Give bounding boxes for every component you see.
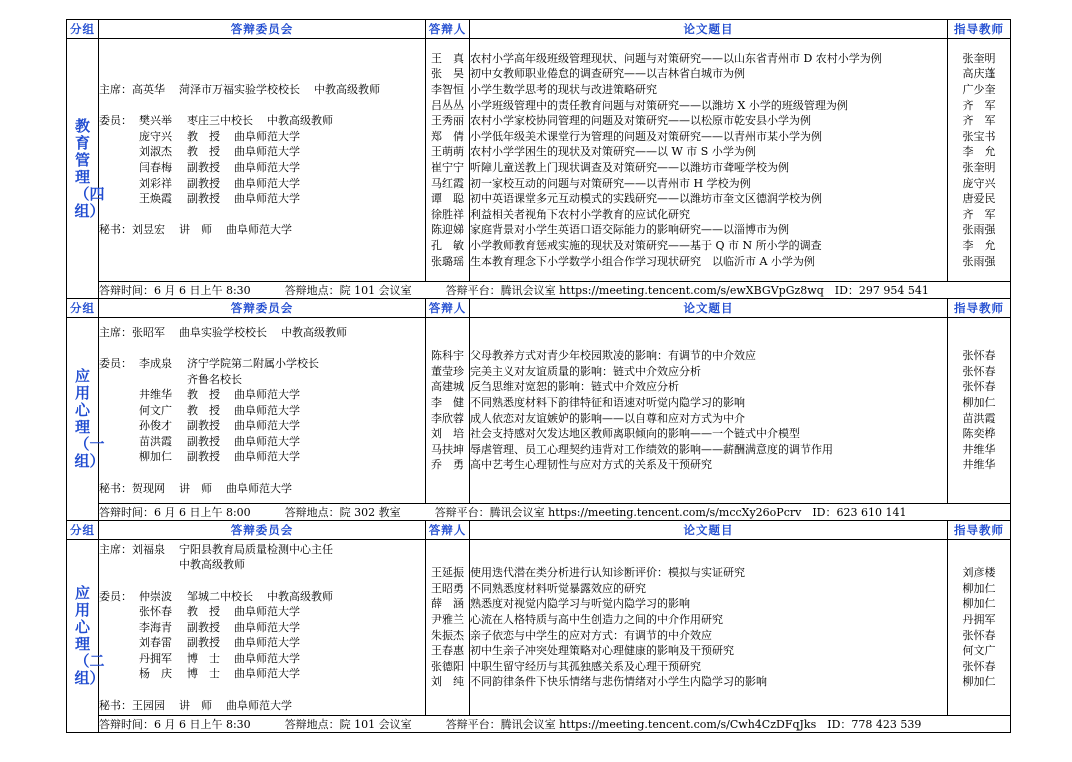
thesis-title: 不同韵律条件下快乐情绪与悲伤情绪对小学生内隐学习的影响: [470, 675, 767, 689]
member-title: 教 授: [187, 388, 220, 402]
member-label: [99, 372, 139, 388]
member-org: 曲阜师范大学: [234, 434, 300, 448]
committee-member: [99, 620, 425, 636]
member-title: 教 授: [187, 605, 220, 619]
member-name: 刘春雷: [139, 636, 172, 650]
advisor-name: 丹拥军: [962, 612, 996, 626]
committee-member: [99, 356, 425, 372]
member-label: [99, 434, 139, 450]
committee-secretary-role: 秘书：贺现网: [99, 481, 165, 495]
header-group: 分组: [67, 521, 99, 540]
member-org: 曲阜师范大学: [234, 450, 300, 464]
committee-secretary-org: 曲阜师范大学: [226, 698, 292, 712]
defense-place: 答辩地点：院 101 会议室: [284, 284, 412, 297]
header-defender: 答辩人: [426, 299, 470, 318]
committee-member: [99, 449, 425, 465]
group-info-row: [67, 282, 1011, 299]
advisor-name: 张奎明: [962, 51, 996, 65]
member-name: 苗洪霞: [139, 434, 172, 448]
defender-name: 陈迎娣: [431, 223, 464, 237]
defender-name: 王延振: [431, 566, 464, 580]
thesis-title: 亲子依恋与中学生的应对方式：有调节的中介效应: [470, 628, 712, 642]
advisor-name: 井维华: [962, 442, 996, 456]
member-name: 王焕霞: [139, 192, 172, 206]
defender-name: 张 昊: [431, 67, 464, 81]
advisor-name: 高庆蓬: [962, 67, 996, 81]
defender-name: 刘 培: [431, 427, 464, 441]
committee-chair-title: 宁阳县教育局质量检测中心主任: [179, 542, 333, 556]
thesis-title: 成人依恋对友谊嫉妒的影响——以自尊和应对方式为中介: [470, 411, 745, 425]
member-label: [99, 387, 139, 403]
thesis-title: 初中生亲子冲突处理策略对心理健康的影响及干预研究: [470, 644, 734, 658]
thesis-title: 小学班级管理中的责任教育问题与对策研究——以潍坊 X 小学的班级管理为例: [470, 98, 848, 112]
advisor-name: 齐 军: [962, 114, 996, 128]
theses-cell: [470, 318, 948, 504]
defender-name: 王秀丽: [431, 114, 464, 128]
thesis-title: 农村小学高年级班级管理现状、问题与对策研究——以山东省青州市 D 农村小学为例: [470, 51, 882, 65]
thesis-title: 小学低年级美术课堂行为管理的问题及对策研究——以青州市某小学为例: [470, 129, 822, 143]
advisor-name: 张怀春: [962, 380, 996, 394]
schedule-body: [67, 20, 1011, 733]
thesis-title: 家庭背景对小学生英语口语交际能力的影响研究——以淄博市为例: [470, 223, 789, 237]
group-cell: [67, 39, 105, 299]
member-org: 曲阜师范大学: [234, 192, 300, 206]
header-group: 分组: [67, 299, 99, 318]
committee-member: [99, 113, 425, 129]
member-title: 济宁学院第二附属小学校长: [187, 356, 319, 370]
thesis-title: 父母教养方式对青少年校园欺凌的影响：有调节的中介效应: [470, 349, 756, 363]
spacer: [99, 207, 425, 223]
advisor-name: 庞守兴: [962, 176, 996, 190]
committee-secretary: [99, 698, 425, 714]
theses-cell: [470, 540, 948, 716]
thesis-title: 使用迭代潜在类分析进行认知诊断评价：模拟与实证研究: [470, 566, 745, 580]
thesis-title: 完美主义对友谊质量的影响：链式中介效应分析: [470, 364, 701, 378]
group-info-row: [67, 504, 1011, 521]
member-label: [99, 403, 139, 419]
committee-chair-role: 主席：刘福泉: [99, 542, 165, 556]
committee-secretary: [99, 481, 425, 497]
defender-name: 马红霞: [431, 176, 464, 190]
member-org: 曲阜师范大学: [234, 667, 300, 681]
defender-name: 刘 纯: [431, 675, 464, 689]
defense-time: 答辩时间：6 月 6 日上午 8:30: [99, 718, 251, 731]
member-label: [99, 144, 139, 160]
member-org: 曲阜师范大学: [234, 161, 300, 174]
member-title: 副教授: [187, 636, 220, 650]
member-name: 何文广: [139, 403, 172, 417]
member-name: 刘彩祥: [139, 176, 172, 190]
committee-chair: [99, 82, 425, 98]
advisor-name: 苗洪霞: [962, 411, 996, 425]
advisor-name: 柳加仁: [962, 395, 996, 409]
committee-member: [99, 589, 425, 605]
thesis-title: 农村小学家校协同管理的问题及对策研究——以松原市乾安县小学为例: [470, 114, 811, 128]
defender-name: 郑 倩: [431, 129, 464, 143]
defense-time: 答辩时间：6 月 6 日上午 8:30: [99, 284, 251, 297]
committee-secretary-title: 讲 师: [179, 223, 212, 237]
defender-name: 李智恒: [431, 83, 464, 97]
spacer: [99, 465, 425, 481]
defense-schedule-table: [66, 19, 1011, 733]
defense-info: [99, 504, 1011, 521]
advisors-cell: [948, 540, 1011, 716]
committee-secretary-title: 讲 师: [179, 481, 212, 495]
member-name: 张怀春: [139, 605, 172, 619]
header-thesis: 论文题目: [470, 299, 948, 318]
group-header-row: [67, 20, 1011, 39]
committee-chair: [99, 325, 425, 341]
header-group: 分组: [67, 20, 99, 39]
defender-name: 马扶坤: [431, 442, 464, 456]
member-label: [99, 651, 139, 667]
committee-member: [99, 191, 425, 207]
advisor-name: 李 允: [962, 145, 996, 159]
thesis-title: 心流在人格特质与高中生创造力之间的中介作用研究: [470, 612, 723, 626]
thesis-title: 农村小学学困生的现状及对策研究——以 W 市 S 小学为例: [470, 145, 756, 159]
defender-name: 乔 勇: [431, 458, 464, 472]
committee-member: [99, 651, 425, 667]
committee-chair-org: 中教高级教师: [314, 83, 380, 97]
defender-name: 王昭勇: [431, 581, 464, 595]
member-title: 枣庄三中校长: [187, 114, 253, 128]
thesis-title: 社会支持感对欠发达地区教师离职倾向的影响——一个链式中介模型: [470, 427, 800, 441]
committee-member: [99, 387, 425, 403]
member-title: 副教授: [187, 620, 220, 634]
member-name: 丹拥军: [139, 651, 172, 665]
advisor-name: 李 允: [962, 238, 996, 252]
advisor-name: 何文广: [962, 644, 996, 658]
committee-chair-cont: [99, 557, 425, 573]
member-label: [99, 418, 139, 434]
defender-name: 张璐瑶: [431, 254, 464, 268]
defender-name: 吕丛丛: [431, 98, 464, 112]
committee-secretary: [99, 222, 425, 238]
header-thesis: 论文题目: [470, 20, 948, 39]
defender-name: 王春惠: [431, 644, 464, 658]
committee-member: [99, 129, 425, 145]
advisor-name: 张怀春: [962, 659, 996, 673]
member-org: 曲阜师范大学: [234, 388, 300, 402]
committee-secretary-org: 曲阜师范大学: [226, 481, 292, 495]
defender-name: 张德阳: [431, 659, 464, 673]
spacer: [99, 573, 425, 589]
header-advisor: 指导教师: [948, 299, 1011, 318]
member-title: 副教授: [187, 434, 220, 448]
group-body-row: [67, 318, 1011, 504]
advisor-name: 柳加仁: [962, 675, 996, 689]
advisor-name: 陈奕桦: [962, 427, 996, 441]
committee-member: [99, 176, 425, 192]
member-title: 邹城二中校长: [187, 589, 253, 603]
defense-platform[interactable]: 答辩平台：腾讯会议室 https://meeting.tencent.com/s/mccXy26oPcrv ID：623 610 141: [434, 506, 907, 519]
thesis-title: 不同熟悉度材料听觉暴露效应的研究: [470, 581, 646, 595]
committee-member: [99, 666, 425, 682]
header-committee: 答辩委员会: [99, 299, 426, 318]
committee-secretary-role: 秘书：王园园: [99, 698, 165, 712]
committee-secretary-role: 秘书：刘昱宏: [99, 223, 165, 237]
group-name: 应用心理（一组）: [74, 367, 105, 470]
member-label: 委员：: [99, 114, 132, 128]
defense-schedule-page: [66, 19, 1010, 733]
group-body-row: [67, 39, 1011, 282]
group-cell: [67, 540, 105, 733]
member-org: 曲阜师范大学: [234, 605, 300, 619]
member-title: 教 授: [187, 129, 220, 143]
member-title: 博 士: [187, 651, 220, 665]
committee-member: [99, 418, 425, 434]
member-org: 曲阜师范大学: [234, 176, 300, 190]
member-name: 闫春梅: [139, 161, 172, 174]
member-org: 中教高级教师: [267, 114, 333, 128]
member-title: 齐鲁名校长: [187, 372, 242, 386]
advisor-name: 张雨强: [962, 254, 996, 268]
defense-info: [99, 716, 1011, 733]
advisor-name: 张怀春: [962, 364, 996, 378]
defender-name: 徐胜祥: [431, 207, 464, 221]
defender-name: 王 真: [431, 51, 464, 65]
defender-name: 高建城: [431, 380, 464, 394]
member-title: 副教授: [187, 161, 220, 174]
committee-member: [99, 160, 425, 176]
committee-chair-title: 菏泽市万福实验学校校长: [179, 83, 300, 97]
committee-cell: [99, 318, 426, 504]
defense-platform[interactable]: 答辩平台：腾讯会议室 https://meeting.tencent.com/s/ewXBGVpGz8wq ID：297 954 541: [445, 284, 929, 297]
advisors-cell: [948, 39, 1011, 282]
member-title: 副教授: [187, 419, 220, 433]
advisor-name: 柳加仁: [962, 581, 996, 595]
theses-cell: [470, 39, 948, 282]
member-org: 曲阜师范大学: [234, 145, 300, 159]
group-name: 应用心理（二组）: [74, 584, 105, 687]
committee-chair-cont-title: 中教高级教师: [179, 558, 245, 572]
advisor-name: 张雨强: [962, 223, 996, 237]
member-title: 副教授: [187, 192, 220, 206]
committee-secretary-title: 讲 师: [179, 698, 212, 712]
thesis-title: 初一家校互动的问题与对策研究——以青州市 H 学校为例: [470, 176, 751, 190]
defense-place: 答辩地点：院 302 教室: [284, 506, 401, 519]
member-name: 庞守兴: [139, 129, 172, 143]
group-body-row: [67, 540, 1011, 716]
header-defender: 答辩人: [426, 20, 470, 39]
committee-member: [99, 635, 425, 651]
defender-name: 王萌萌: [431, 145, 464, 159]
thesis-title: 初中英语课堂多元互动模式的实践研究——以潍坊市奎文区德润学校为例: [470, 192, 822, 206]
committee-member: [99, 403, 425, 419]
advisor-name: 柳加仁: [962, 597, 996, 611]
thesis-title: 利益相关者视角下农村小学教育的应试化研究: [470, 207, 690, 221]
member-name: 柳加仁: [139, 450, 172, 464]
member-title: 副教授: [187, 450, 220, 464]
group-name: 教育管理（四组）: [74, 116, 105, 220]
defender-name: 孔 敏: [431, 238, 464, 252]
advisor-name: 刘彦楼: [962, 566, 996, 580]
defenders-cell: [426, 318, 470, 504]
group-cell: [67, 318, 105, 521]
member-title: 教 授: [187, 145, 220, 159]
member-label: [99, 449, 139, 465]
member-name: 樊兴举: [139, 114, 172, 128]
member-name: 井维华: [139, 388, 172, 402]
committee-chair-title: 曲阜实验学校校长: [179, 325, 267, 339]
defenders-cell: [426, 540, 470, 716]
committee-chair-role: 主席：张昭军: [99, 325, 165, 339]
defense-platform[interactable]: 答辩平台：腾讯会议室 https://meeting.tencent.com/s/Cwh4CzDFqJks ID：778 423 539: [445, 718, 922, 731]
committee-member: [99, 434, 425, 450]
defender-name: 朱振杰: [431, 628, 464, 642]
committee-cell: [99, 540, 426, 716]
advisor-name: 唐爱民: [962, 192, 996, 206]
header-thesis: 论文题目: [470, 521, 948, 540]
defender-name: 陈科宇: [431, 349, 464, 363]
member-label: [99, 620, 139, 636]
thesis-title: 生本教育理念下小学数学小组合作学习现状研究 以临沂市 A 小学为例: [470, 254, 815, 268]
member-org: 中教高级教师: [267, 589, 333, 603]
member-name: [139, 372, 187, 388]
committee-chair: [99, 542, 425, 558]
advisor-name: 张奎明: [962, 161, 996, 174]
committee-secretary-org: 曲阜师范大学: [226, 223, 292, 237]
member-label: [99, 129, 139, 145]
committee-member: [99, 604, 425, 620]
header-committee: 答辩委员会: [99, 20, 426, 39]
member-name: 刘淑杰: [139, 145, 172, 159]
member-label: [99, 666, 139, 682]
thesis-title: 高中艺考生心理韧性与应对方式的关系及干预研究: [470, 458, 712, 472]
thesis-title: 小学教师教育惩戒实施的现状及对策研究——基于 Q 市 N 所小学的调查: [470, 238, 822, 252]
member-org: 曲阜师范大学: [234, 419, 300, 433]
member-label: 委员：: [99, 356, 132, 370]
advisor-name: 齐 军: [962, 207, 996, 221]
member-label: [99, 635, 139, 651]
defender-name: 崔宁宁: [431, 161, 464, 174]
thesis-title: 听障儿童送教上门现状调查及对策研究——以潍坊市聋哑学校为例: [470, 161, 789, 174]
defender-name: 董莹珍: [431, 364, 464, 378]
member-label: [99, 176, 139, 192]
defense-info: [99, 282, 1011, 299]
member-org: 曲阜师范大学: [234, 651, 300, 665]
thesis-title: 熟悉度对视觉内隐学习与听觉内隐学习的影响: [470, 597, 690, 611]
committee-member: [99, 372, 425, 388]
member-org: 曲阜师范大学: [234, 129, 300, 143]
thesis-title: 反刍思维对宽恕的影响：链式中介效应分析: [470, 380, 679, 394]
defenders-cell: [426, 39, 470, 282]
member-label: [99, 191, 139, 207]
header-advisor: 指导教师: [948, 20, 1011, 39]
committee-member: [99, 144, 425, 160]
group-info-row: [67, 716, 1011, 733]
member-name: 仲崇波: [139, 589, 172, 603]
member-org: 曲阜师范大学: [234, 636, 300, 650]
thesis-title: 初中女教师职业倦怠的调查研究——以吉林省白城市为例: [470, 67, 745, 81]
advisor-name: 井维华: [962, 458, 996, 472]
member-org: 曲阜师范大学: [234, 620, 300, 634]
defender-name: 谭 聪: [431, 192, 464, 206]
advisor-name: 齐 军: [962, 98, 996, 112]
header-advisor: 指导教师: [948, 521, 1011, 540]
member-label: [99, 604, 139, 620]
member-label: [99, 160, 139, 176]
header-committee: 答辩委员会: [99, 521, 426, 540]
thesis-title: 辱虐管理、员工心理契约违背对工作绩效的影响——薪酬满意度的调节作用: [470, 442, 833, 456]
spacer: [99, 98, 425, 114]
advisor-name: 张怀春: [962, 628, 996, 642]
thesis-title: 中职生留守经历与其孤独感关系及心理干预研究: [470, 659, 701, 673]
spacer: [99, 682, 425, 698]
member-name: 李成泉: [139, 356, 172, 370]
group-header-row: [67, 521, 1011, 540]
member-label: 委员：: [99, 589, 132, 603]
advisor-name: 张宝书: [962, 129, 996, 143]
committee-cell: [99, 39, 426, 282]
member-name: 孙俊才: [139, 419, 172, 433]
defender-name: 尹雅兰: [431, 612, 464, 626]
advisors-cell: [948, 318, 1011, 504]
member-name: 李海青: [139, 620, 172, 634]
committee-chair-org: 中教高级教师: [281, 325, 347, 339]
header-defender: 答辩人: [426, 521, 470, 540]
defense-place: 答辩地点：院 101 会议室: [284, 718, 412, 731]
member-org: 曲阜师范大学: [234, 403, 300, 417]
spacer: [99, 340, 425, 356]
defender-name: 薛 涵: [431, 597, 464, 611]
defender-name: 李欣蓉: [431, 411, 464, 425]
advisor-name: 广少奎: [962, 83, 996, 97]
group-header-row: [67, 299, 1011, 318]
member-title: 博 士: [187, 667, 220, 681]
defense-time: 答辩时间：6 月 6 日上午 8:00: [99, 506, 251, 519]
committee-chair-role: 主席：高英华: [99, 83, 165, 97]
thesis-title: 不同熟悉度材料下韵律特征和语速对听觉内隐学习的影响: [470, 395, 745, 409]
member-title: 教 授: [187, 403, 220, 417]
thesis-title: 小学生数学思考的现状与改进策略研究: [470, 83, 657, 97]
committee-chair-cont-role: [99, 557, 179, 573]
member-title: 副教授: [187, 176, 220, 190]
member-name: 杨 庆: [139, 667, 172, 681]
defender-name: 李 健: [431, 395, 464, 409]
advisor-name: 张怀春: [962, 349, 996, 363]
